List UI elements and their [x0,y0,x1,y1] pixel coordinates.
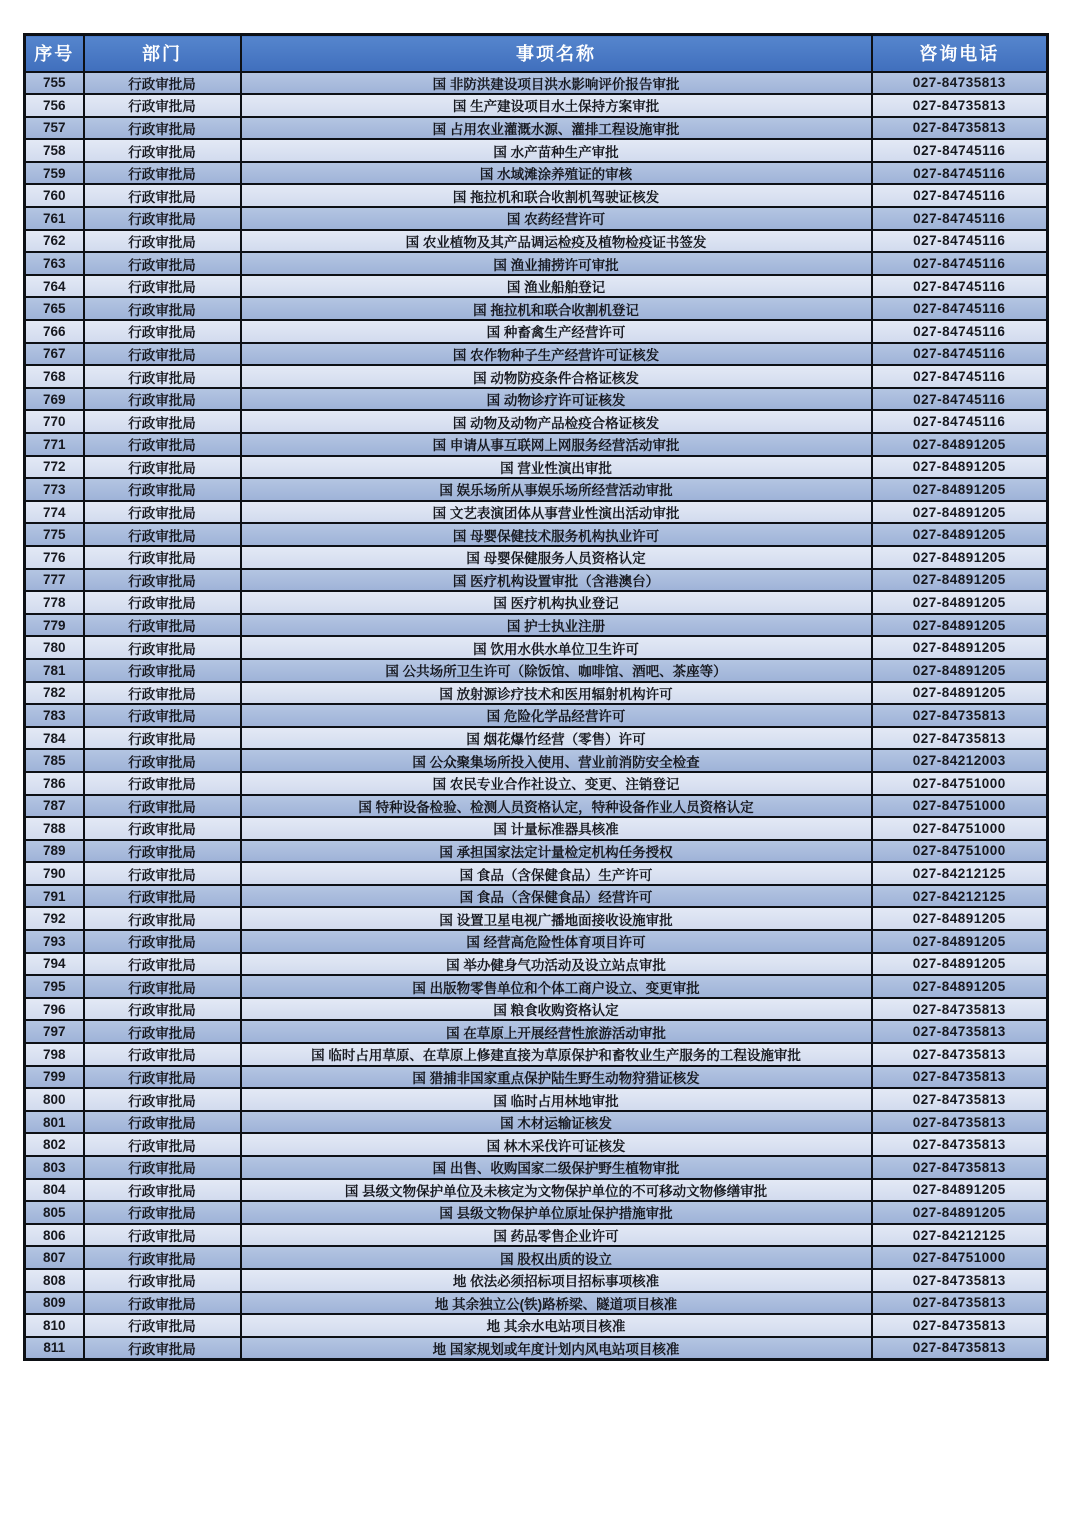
cell-phone: 027-84891205 [872,433,1048,456]
cell-seq-no: 782 [25,682,84,705]
cell-item-name: 国 农作物种子生产经营许可证核发 [241,343,872,366]
cell-seq-no: 755 [25,72,84,95]
cell-department: 行政审批局 [84,252,241,275]
cell-department: 行政审批局 [84,614,241,637]
cell-phone: 027-84735813 [872,1043,1048,1066]
cell-department: 行政审批局 [84,230,241,253]
cell-phone: 027-84751000 [872,795,1048,818]
cell-seq-no: 788 [25,817,84,840]
table-row [25,343,1048,366]
cell-department: 行政审批局 [84,139,241,162]
cell-seq-no: 790 [25,862,84,885]
cell-phone: 027-84751000 [872,840,1048,863]
cell-item-name: 国 药品零售企业许可 [241,1224,872,1247]
cell-phone: 027-84745116 [872,343,1048,366]
cell-seq-no: 772 [25,456,84,479]
cell-phone: 027-84212125 [872,862,1048,885]
cell-seq-no: 768 [25,365,84,388]
cell-item-name: 国 设置卫星电视广播地面接收设施审批 [241,907,872,930]
cell-department: 行政审批局 [84,184,241,207]
table-row [25,636,1048,659]
cell-item-name: 国 水域滩涂养殖证的审核 [241,162,872,185]
table-row [25,501,1048,524]
cell-seq-no: 757 [25,117,84,140]
cell-department: 行政审批局 [84,546,241,569]
cell-department: 行政审批局 [84,320,241,343]
cell-item-name: 国 水产苗种生产审批 [241,139,872,162]
cell-item-name: 国 农业植物及其产品调运检疫及植物检疫证书签发 [241,230,872,253]
cell-seq-no: 778 [25,591,84,614]
cell-department: 行政审批局 [84,94,241,117]
cell-seq-no: 760 [25,184,84,207]
cell-phone: 027-84751000 [872,817,1048,840]
table-body [25,72,1048,1360]
cell-phone: 027-84891205 [872,1179,1048,1202]
cell-phone: 027-84891205 [872,523,1048,546]
cell-seq-no: 771 [25,433,84,456]
cell-phone: 027-84745116 [872,365,1048,388]
cell-department: 行政审批局 [84,478,241,501]
table-row [25,433,1048,456]
cell-seq-no: 793 [25,930,84,953]
cell-department: 行政审批局 [84,365,241,388]
table-row [25,207,1048,230]
table-row [25,840,1048,863]
table-row [25,320,1048,343]
cell-seq-no: 806 [25,1224,84,1247]
cell-department: 行政审批局 [84,591,241,614]
cell-seq-no: 781 [25,659,84,682]
cell-item-name: 国 渔业船舶登记 [241,275,872,298]
cell-seq-no: 807 [25,1246,84,1269]
table-header [25,35,1048,72]
cell-seq-no: 759 [25,162,84,185]
cell-item-name: 地 其余独立公(铁)路桥梁、隧道项目核准 [241,1292,872,1315]
table-row [25,1269,1048,1292]
cell-department: 行政审批局 [84,749,241,772]
cell-phone: 027-84735813 [872,72,1048,95]
cell-item-name: 国 占用农业灌溉水源、灌排工程设施审批 [241,117,872,140]
cell-seq-no: 809 [25,1292,84,1315]
table-row [25,569,1048,592]
cell-item-name: 国 烟花爆竹经营（零售）许可 [241,727,872,750]
cell-phone: 027-84212125 [872,885,1048,908]
cell-department: 行政审批局 [84,433,241,456]
cell-item-name: 国 医疗机构执业登记 [241,591,872,614]
cell-department: 行政审批局 [84,1246,241,1269]
cell-seq-no: 787 [25,795,84,818]
cell-department: 行政审批局 [84,930,241,953]
cell-item-name: 国 危险化学品经营许可 [241,704,872,727]
cell-item-name: 国 举办健身气功活动及设立站点审批 [241,953,872,976]
cell-phone: 027-84745116 [872,320,1048,343]
cell-department: 行政审批局 [84,1066,241,1089]
cell-phone: 027-84891205 [872,569,1048,592]
cell-department: 行政审批局 [84,1201,241,1224]
cell-seq-no: 766 [25,320,84,343]
cell-seq-no: 764 [25,275,84,298]
table-row [25,139,1048,162]
table-row [25,659,1048,682]
column-header-seq-no: 序号 [25,35,84,72]
table-row [25,1043,1048,1066]
cell-phone: 027-84745116 [872,162,1048,185]
table-row [25,546,1048,569]
cell-phone: 027-84735813 [872,1111,1048,1134]
cell-department: 行政审批局 [84,72,241,95]
cell-department: 行政审批局 [84,569,241,592]
cell-department: 行政审批局 [84,1337,241,1360]
cell-department: 行政审批局 [84,1292,241,1315]
cell-item-name: 国 农民专业合作社设立、变更、注销登记 [241,772,872,795]
cell-phone: 027-84891205 [872,1201,1048,1224]
cell-phone: 027-84751000 [872,772,1048,795]
cell-seq-no: 761 [25,207,84,230]
cell-item-name: 国 粮食收购资格认定 [241,998,872,1021]
cell-item-name: 国 农药经营许可 [241,207,872,230]
table-row [25,297,1048,320]
cell-seq-no: 796 [25,998,84,1021]
cell-item-name: 国 食品（含保健食品）生产许可 [241,862,872,885]
table-row [25,456,1048,479]
cell-seq-no: 770 [25,410,84,433]
cell-phone: 027-84745116 [872,388,1048,411]
cell-item-name: 国 林木采伐许可证核发 [241,1133,872,1156]
cell-item-name: 地 其余水电站项目核准 [241,1314,872,1337]
table-row [25,162,1048,185]
cell-seq-no: 769 [25,388,84,411]
cell-phone: 027-84891205 [872,478,1048,501]
cell-phone: 027-84212125 [872,1224,1048,1247]
cell-item-name: 国 申请从事互联网上网服务经营活动审批 [241,433,872,456]
table-row [25,478,1048,501]
cell-department: 行政审批局 [84,1314,241,1337]
cell-item-name: 国 母婴保健服务人员资格认定 [241,546,872,569]
column-header-item-name: 事项名称 [241,35,872,72]
cell-seq-no: 808 [25,1269,84,1292]
cell-item-name: 国 食品（含保健食品）经营许可 [241,885,872,908]
table-row [25,1088,1048,1111]
cell-department: 行政审批局 [84,117,241,140]
cell-phone: 027-84735813 [872,1088,1048,1111]
cell-department: 行政审批局 [84,388,241,411]
cell-seq-no: 763 [25,252,84,275]
table-row [25,749,1048,772]
cell-department: 行政审批局 [84,636,241,659]
cell-item-name: 国 动物及动物产品检疫合格证核发 [241,410,872,433]
table-row [25,1224,1048,1247]
cell-phone: 027-84735813 [872,1066,1048,1089]
cell-phone: 027-84745116 [872,230,1048,253]
cell-department: 行政审批局 [84,885,241,908]
table-row [25,1337,1048,1360]
cell-seq-no: 794 [25,953,84,976]
cell-seq-no: 767 [25,343,84,366]
cell-phone: 027-84891205 [872,636,1048,659]
cell-seq-no: 799 [25,1066,84,1089]
cell-seq-no: 791 [25,885,84,908]
column-header-department: 部门 [84,35,241,72]
cell-phone: 027-84891205 [872,546,1048,569]
table-row [25,388,1048,411]
cell-item-name: 国 生产建设项目水土保持方案审批 [241,94,872,117]
table-row [25,704,1048,727]
cell-seq-no: 765 [25,297,84,320]
cell-item-name: 国 经营高危险性体育项目许可 [241,930,872,953]
table-row [25,817,1048,840]
table-row [25,1020,1048,1043]
table-row [25,862,1048,885]
table-row [25,975,1048,998]
cell-phone: 027-84735813 [872,1133,1048,1156]
cell-department: 行政审批局 [84,817,241,840]
cell-item-name: 国 股权出质的设立 [241,1246,872,1269]
cell-phone: 027-84891205 [872,682,1048,705]
cell-seq-no: 795 [25,975,84,998]
cell-item-name: 国 娱乐场所从事娱乐场所经营活动审批 [241,478,872,501]
cell-item-name: 国 营业性演出审批 [241,456,872,479]
cell-department: 行政审批局 [84,975,241,998]
cell-seq-no: 785 [25,749,84,772]
cell-seq-no: 792 [25,907,84,930]
table-row [25,930,1048,953]
cell-seq-no: 800 [25,1088,84,1111]
table-row [25,591,1048,614]
cell-department: 行政审批局 [84,862,241,885]
cell-item-name: 地 国家规划或年度计划内风电站项目核准 [241,1337,872,1360]
cell-department: 行政审批局 [84,523,241,546]
table-row [25,1133,1048,1156]
cell-item-name: 国 特种设备检验、检测人员资格认定，特种设备作业人员资格认定 [241,795,872,818]
cell-item-name: 国 公共场所卫生许可（除饭馆、咖啡馆、酒吧、茶座等） [241,659,872,682]
cell-phone: 027-84735813 [872,1292,1048,1315]
cell-seq-no: 777 [25,569,84,592]
cell-item-name: 国 放射源诊疗技术和医用辐射机构许可 [241,682,872,705]
table-row [25,1314,1048,1337]
cell-phone: 027-84735813 [872,727,1048,750]
cell-department: 行政审批局 [84,772,241,795]
cell-department: 行政审批局 [84,1156,241,1179]
cell-department: 行政审批局 [84,727,241,750]
cell-seq-no: 773 [25,478,84,501]
cell-seq-no: 779 [25,614,84,637]
cell-item-name: 国 承担国家法定计量检定机构任务授权 [241,840,872,863]
cell-phone: 027-84745116 [872,297,1048,320]
cell-phone: 027-84891205 [872,975,1048,998]
cell-department: 行政审批局 [84,1111,241,1134]
cell-seq-no: 798 [25,1043,84,1066]
cell-seq-no: 758 [25,139,84,162]
table-row [25,1201,1048,1224]
cell-item-name: 国 临时占用草原、在草原上修建直接为草原保护和畜牧业生产服务的工程设施审批 [241,1043,872,1066]
cell-department: 行政审批局 [84,704,241,727]
cell-item-name: 地 依法必须招标项目招标事项核准 [241,1269,872,1292]
cell-item-name: 国 母婴保健技术服务机构执业许可 [241,523,872,546]
cell-phone: 027-84735813 [872,1156,1048,1179]
cell-phone: 027-84745116 [872,139,1048,162]
table-row [25,410,1048,433]
cell-item-name: 国 公众聚集场所投入使用、营业前消防安全检查 [241,749,872,772]
cell-department: 行政审批局 [84,795,241,818]
table-row [25,953,1048,976]
cell-item-name: 国 拖拉机和联合收割机驾驶证核发 [241,184,872,207]
cell-phone: 027-84735813 [872,998,1048,1021]
table-row [25,365,1048,388]
table-row [25,1179,1048,1202]
cell-seq-no: 797 [25,1020,84,1043]
cell-department: 行政审批局 [84,1043,241,1066]
table-row [25,795,1048,818]
cell-seq-no: 803 [25,1156,84,1179]
table-row [25,1246,1048,1269]
cell-seq-no: 776 [25,546,84,569]
table-row [25,117,1048,140]
cell-seq-no: 774 [25,501,84,524]
cell-seq-no: 804 [25,1179,84,1202]
cell-department: 行政审批局 [84,501,241,524]
cell-item-name: 国 县级文物保护单位原址保护措施审批 [241,1201,872,1224]
cell-phone: 027-84891205 [872,930,1048,953]
cell-phone: 027-84735813 [872,94,1048,117]
table-row [25,523,1048,546]
cell-seq-no: 811 [25,1337,84,1360]
cell-phone: 027-84735813 [872,704,1048,727]
cell-item-name: 国 动物诊疗许可证核发 [241,388,872,411]
table-row [25,907,1048,930]
table-row [25,1111,1048,1134]
cell-seq-no: 780 [25,636,84,659]
cell-department: 行政审批局 [84,297,241,320]
cell-phone: 027-84212003 [872,749,1048,772]
table-row [25,184,1048,207]
cell-seq-no: 756 [25,94,84,117]
cell-item-name: 国 文艺表演团体从事营业性演出活动审批 [241,501,872,524]
cell-item-name: 国 计量标准器具核准 [241,817,872,840]
cell-phone: 027-84891205 [872,591,1048,614]
table-header-row [25,35,1048,72]
cell-department: 行政审批局 [84,1224,241,1247]
cell-seq-no: 775 [25,523,84,546]
cell-item-name: 国 出售、收购国家二级保护野生植物审批 [241,1156,872,1179]
column-header-phone: 咨询电话 [872,35,1048,72]
cell-phone: 027-84891205 [872,953,1048,976]
table-row [25,275,1048,298]
cell-department: 行政审批局 [84,410,241,433]
cell-department: 行政审批局 [84,840,241,863]
cell-department: 行政审批局 [84,162,241,185]
cell-seq-no: 805 [25,1201,84,1224]
cell-item-name: 国 饮用水供水单位卫生许可 [241,636,872,659]
cell-department: 行政审批局 [84,275,241,298]
table-row [25,772,1048,795]
cell-department: 行政审批局 [84,953,241,976]
table-row [25,230,1048,253]
table-row [25,682,1048,705]
cell-seq-no: 801 [25,1111,84,1134]
cell-department: 行政审批局 [84,998,241,1021]
cell-phone: 027-84745116 [872,184,1048,207]
cell-seq-no: 762 [25,230,84,253]
cell-phone: 027-84735813 [872,1020,1048,1043]
cell-seq-no: 810 [25,1314,84,1337]
cell-department: 行政审批局 [84,1269,241,1292]
cell-seq-no: 784 [25,727,84,750]
table-row [25,94,1048,117]
cell-phone: 027-84735813 [872,1314,1048,1337]
cell-phone: 027-84891205 [872,659,1048,682]
cell-item-name: 国 在草原上开展经营性旅游活动审批 [241,1020,872,1043]
table-row [25,885,1048,908]
cell-item-name: 国 医疗机构设置审批（含港澳台） [241,569,872,592]
cell-phone: 027-84891205 [872,456,1048,479]
cell-item-name: 国 临时占用林地审批 [241,1088,872,1111]
cell-department: 行政审批局 [84,682,241,705]
cell-department: 行政审批局 [84,456,241,479]
cell-phone: 027-84745116 [872,275,1048,298]
cell-item-name: 国 渔业捕捞许可审批 [241,252,872,275]
cell-phone: 027-84891205 [872,501,1048,524]
cell-phone: 027-84751000 [872,1246,1048,1269]
cell-phone: 027-84891205 [872,907,1048,930]
cell-seq-no: 789 [25,840,84,863]
cell-phone: 027-84735813 [872,117,1048,140]
approval-items-table [23,33,1049,1361]
cell-department: 行政审批局 [84,207,241,230]
table-row [25,1156,1048,1179]
cell-phone: 027-84735813 [872,1269,1048,1292]
table-row [25,614,1048,637]
cell-seq-no: 802 [25,1133,84,1156]
table-row [25,998,1048,1021]
cell-phone: 027-84745116 [872,207,1048,230]
cell-item-name: 国 县级文物保护单位及未核定为文物保护单位的不可移动文物修缮审批 [241,1179,872,1202]
cell-department: 行政审批局 [84,659,241,682]
table-row [25,727,1048,750]
cell-seq-no: 786 [25,772,84,795]
cell-item-name: 国 拖拉机和联合收割机登记 [241,297,872,320]
cell-item-name: 国 动物防疫条件合格证核发 [241,365,872,388]
cell-phone: 027-84735813 [872,1337,1048,1360]
cell-department: 行政审批局 [84,343,241,366]
table-row [25,1066,1048,1089]
cell-item-name: 国 护士执业注册 [241,614,872,637]
cell-phone: 027-84745116 [872,410,1048,433]
cell-seq-no: 783 [25,704,84,727]
cell-item-name: 国 种畜禽生产经营许可 [241,320,872,343]
cell-phone: 027-84891205 [872,614,1048,637]
cell-department: 行政审批局 [84,1020,241,1043]
cell-item-name: 国 猎捕非国家重点保护陆生野生动物狩猎证核发 [241,1066,872,1089]
cell-phone: 027-84745116 [872,252,1048,275]
cell-department: 行政审批局 [84,1133,241,1156]
table-row [25,72,1048,95]
cell-item-name: 国 木材运输证核发 [241,1111,872,1134]
table-row [25,252,1048,275]
cell-item-name: 国 非防洪建设项目洪水影响评价报告审批 [241,72,872,95]
cell-department: 行政审批局 [84,907,241,930]
cell-item-name: 国 出版物零售单位和个体工商户设立、变更审批 [241,975,872,998]
cell-department: 行政审批局 [84,1179,241,1202]
cell-department: 行政审批局 [84,1088,241,1111]
table-row [25,1292,1048,1315]
